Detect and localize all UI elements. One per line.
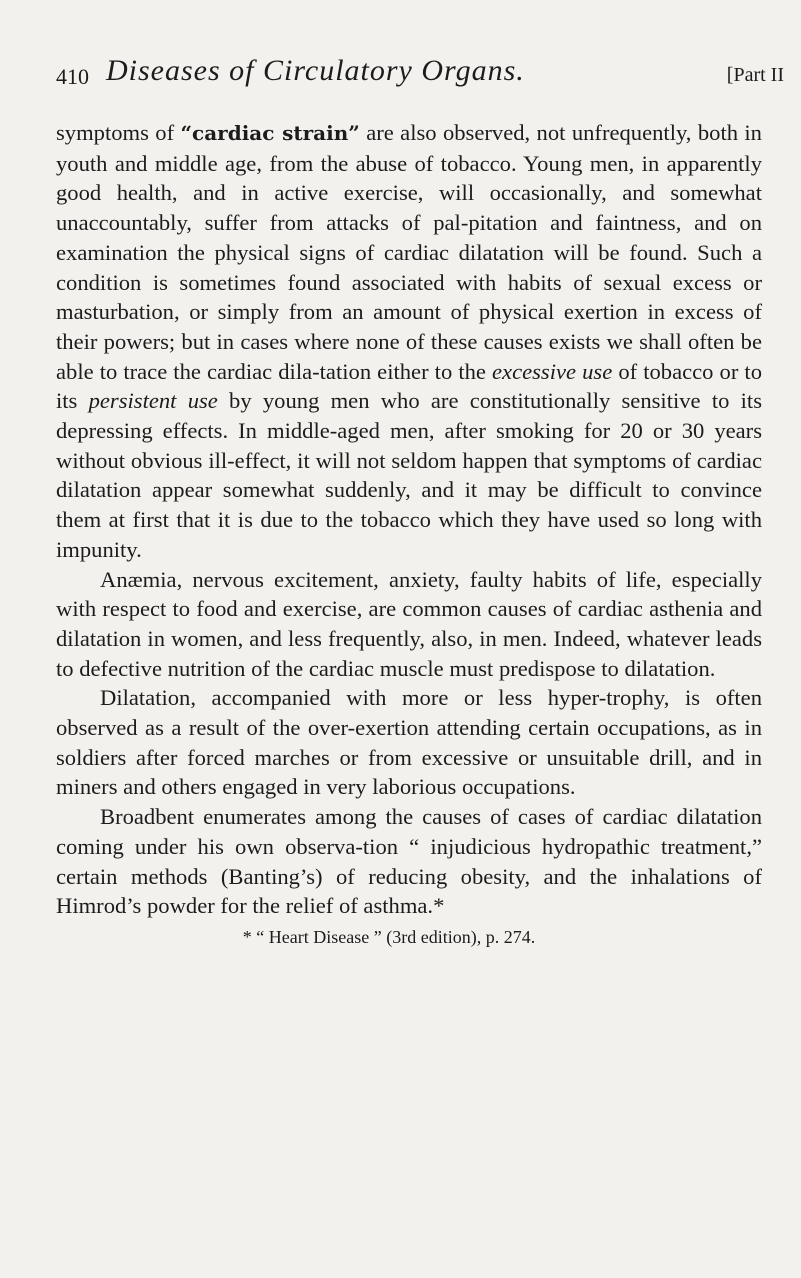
quote-close: ” <box>348 121 360 145</box>
footnote: * “ Heart Disease ” (3rd edition), p. 274. <box>242 926 536 947</box>
paragraph-4: Broadbent enumerates among the causes of cases of cardiac dilatation coming under his own observa-tion “ injudicious hydropathic treatment,” certain methods (Banting’s) of reducing obesity, and the inhalations of Himrod’s powder for the relief of asthma.* <box>56 804 762 919</box>
emphasis-persistent-use: persistent use <box>88 388 218 414</box>
cardiac-strain-term: cardiac strain <box>192 121 349 145</box>
emphasis-excessive-use: excessive use <box>492 358 613 384</box>
paragraph-3: Dilatation, accompanied with more or less hyper-trophy, is often observed as a result of the over-exertion attending certain occupations, as in soldiers after forced marches or from excessive or unsuitable drill, and in miners and others engaged in very laborious occupations. <box>56 685 762 800</box>
part-label: [Part II <box>726 64 784 86</box>
running-title: Diseases of Circulatory Organs. <box>106 54 525 87</box>
book-page <box>56 48 784 948</box>
paragraph-1: symptoms of “cardiac strain” are also observed, not unfrequently, both in youth and middle age, from the abuse of tobacco. Young men, in apparently good health, and in active exercise, will occasionally, and somewhat unaccountably, suffer from attacks of pal-pitation and faintness, and on examination the physical signs of cardiac dilatation will be found. Such a condition is sometimes found associated with habits of sexual excess or masturbation, or simply from an amount of physical exertion in excess of their powers; but in cases where none of these causes exists we shall often be able to trace the cardiac dila-tation either to the excessive use of tobacco or to its persistent use by young men who are constitutionally sensitive to its depressing effects. In middle-aged men, after smoking for 20 or 30 years without obvious ill-effect, it will not seldom happen that symptoms of cardiac dilatation appear somewhat suddenly, and it may be difficult to convince them at first that it is due to the tobacco which they have used so long with impunity. <box>56 120 762 562</box>
paragraph-2: Anæmia, nervous excitement, anxiety, faulty habits of life, especially with respect to food and exercise, are common causes of cardiac asthenia and dilatation in women, and less frequently, also, in men. Indeed, whatever leads to defective nutrition of the cardiac muscle must predispose to dilatation. <box>56 566 762 681</box>
running-head <box>56 48 784 92</box>
quote-open: “ <box>180 121 193 145</box>
body-text <box>56 118 762 921</box>
page-number: 410 <box>56 64 89 89</box>
